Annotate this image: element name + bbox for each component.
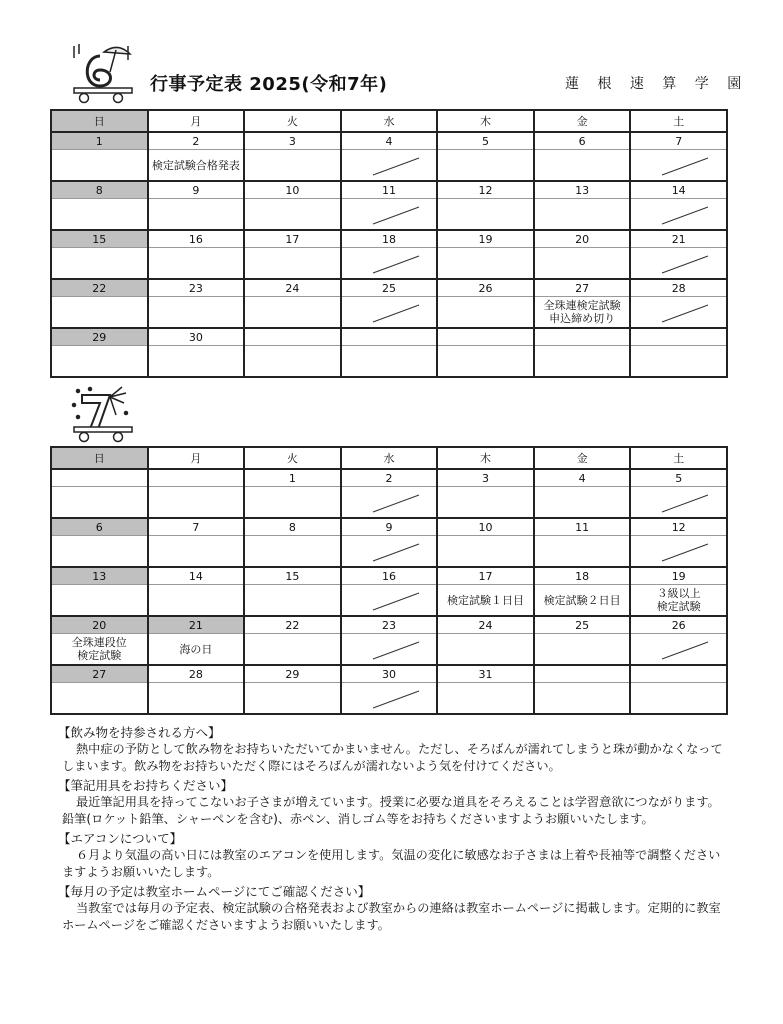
weekday-header: 火 bbox=[244, 110, 341, 132]
slash-mark bbox=[661, 156, 709, 176]
weekday-header: 月 bbox=[148, 447, 245, 469]
day-number: 8 bbox=[51, 181, 148, 199]
day-event bbox=[534, 683, 631, 715]
day-event bbox=[534, 199, 631, 231]
closed-day-slash bbox=[341, 199, 438, 231]
weekday-header: 金 bbox=[534, 447, 631, 469]
note-body: 熱中症の予防として飲み物をお持ちいただいてかまいません。ただし、そろばんが濡れてしまうと珠が動かなくなってしまいます。飲み物をお持ちいただく際にはそろばんが濡れないよう気を付けてください。 bbox=[62, 742, 723, 773]
day-event bbox=[51, 536, 148, 568]
day-event bbox=[534, 536, 631, 568]
closed-day-slash bbox=[630, 150, 727, 182]
day-event bbox=[341, 346, 438, 378]
day-number: 19 bbox=[630, 567, 727, 585]
weekday-header: 金 bbox=[534, 110, 631, 132]
day-event bbox=[437, 150, 534, 182]
day-number: 30 bbox=[148, 328, 245, 346]
day-number: 5 bbox=[630, 469, 727, 487]
note-homepage bbox=[58, 883, 730, 934]
day-event: ３級以上 検定試験 bbox=[630, 585, 727, 617]
day-event: 全珠連検定試験 申込締め切り bbox=[534, 297, 631, 329]
day-number: 8 bbox=[244, 518, 341, 536]
note-body: 当教室では毎月の予定表、検定試験の合格発表および教室からの連絡は教室ホームページに掲載します。定期的に教室ホームページをご確認くださいますようお願いいたします。 bbox=[62, 901, 721, 932]
closed-day-slash bbox=[341, 297, 438, 329]
day-number: 27 bbox=[51, 665, 148, 683]
day-event bbox=[534, 150, 631, 182]
day-number: 20 bbox=[534, 230, 631, 248]
day-number bbox=[630, 328, 727, 346]
notes-section bbox=[58, 724, 730, 936]
weekday-header: 土 bbox=[630, 447, 727, 469]
day-number: 31 bbox=[437, 665, 534, 683]
note-stationery bbox=[58, 777, 730, 828]
day-number: 1 bbox=[244, 469, 341, 487]
note-heading: 【毎月の予定は教室ホームページにてご確認ください】 bbox=[58, 884, 371, 899]
day-event bbox=[148, 248, 245, 280]
day-number bbox=[244, 328, 341, 346]
closed-day-slash bbox=[630, 634, 727, 666]
day-event bbox=[534, 634, 631, 666]
closed-day-slash bbox=[630, 199, 727, 231]
day-event bbox=[148, 487, 245, 519]
note-aircon bbox=[58, 830, 730, 881]
closed-day-slash bbox=[341, 150, 438, 182]
weekday-header: 日 bbox=[51, 110, 148, 132]
day-event: 検定試験合格発表 bbox=[148, 150, 245, 182]
closed-day-slash bbox=[630, 248, 727, 280]
june-logo-icon bbox=[70, 42, 136, 106]
day-event bbox=[148, 683, 245, 715]
slash-mark bbox=[661, 205, 709, 225]
day-number: 29 bbox=[51, 328, 148, 346]
weekday-header: 水 bbox=[341, 447, 438, 469]
day-event bbox=[437, 536, 534, 568]
day-number: 14 bbox=[148, 567, 245, 585]
day-number: 26 bbox=[437, 279, 534, 297]
weekday-header: 木 bbox=[437, 447, 534, 469]
day-number: 12 bbox=[437, 181, 534, 199]
weekday-header: 土 bbox=[630, 110, 727, 132]
day-event bbox=[51, 150, 148, 182]
day-event bbox=[437, 487, 534, 519]
day-number: 18 bbox=[534, 567, 631, 585]
day-number: 25 bbox=[341, 279, 438, 297]
day-event bbox=[51, 297, 148, 329]
slash-mark bbox=[372, 591, 420, 611]
day-event bbox=[51, 585, 148, 617]
day-number: 22 bbox=[51, 279, 148, 297]
day-event bbox=[51, 199, 148, 231]
slash-mark bbox=[661, 493, 709, 513]
day-number: 15 bbox=[244, 567, 341, 585]
day-event bbox=[148, 297, 245, 329]
july-calendar bbox=[50, 446, 728, 715]
day-number: 3 bbox=[437, 469, 534, 487]
day-number: 21 bbox=[630, 230, 727, 248]
day-event bbox=[244, 536, 341, 568]
slash-mark bbox=[661, 254, 709, 274]
day-number: 18 bbox=[341, 230, 438, 248]
day-event bbox=[244, 634, 341, 666]
day-event: 検定試験１日目 bbox=[437, 585, 534, 617]
closed-day-slash bbox=[341, 248, 438, 280]
day-number: 10 bbox=[244, 181, 341, 199]
day-event bbox=[630, 346, 727, 378]
day-number: 15 bbox=[51, 230, 148, 248]
day-number: 22 bbox=[244, 616, 341, 634]
weekday-header: 火 bbox=[244, 447, 341, 469]
day-number: 23 bbox=[341, 616, 438, 634]
closed-day-slash bbox=[341, 683, 438, 715]
day-event bbox=[244, 487, 341, 519]
slash-mark bbox=[661, 640, 709, 660]
slash-mark bbox=[372, 493, 420, 513]
day-event bbox=[244, 150, 341, 182]
day-number: 16 bbox=[148, 230, 245, 248]
day-number: 11 bbox=[534, 518, 631, 536]
day-number: 12 bbox=[630, 518, 727, 536]
day-number: 30 bbox=[341, 665, 438, 683]
day-number: 28 bbox=[630, 279, 727, 297]
day-number: 23 bbox=[148, 279, 245, 297]
day-number: 9 bbox=[341, 518, 438, 536]
closed-day-slash bbox=[630, 536, 727, 568]
slash-mark bbox=[372, 303, 420, 323]
july-logo-icon bbox=[70, 385, 136, 445]
day-number: 24 bbox=[437, 616, 534, 634]
day-event bbox=[244, 248, 341, 280]
day-number: 5 bbox=[437, 132, 534, 150]
day-number bbox=[341, 328, 438, 346]
day-number: 4 bbox=[534, 469, 631, 487]
day-number bbox=[51, 469, 148, 487]
closed-day-slash bbox=[341, 487, 438, 519]
day-event bbox=[148, 346, 245, 378]
slash-mark bbox=[372, 156, 420, 176]
day-number: 2 bbox=[341, 469, 438, 487]
slash-mark bbox=[372, 205, 420, 225]
day-event bbox=[437, 683, 534, 715]
day-event bbox=[534, 487, 631, 519]
day-number bbox=[437, 328, 534, 346]
day-event bbox=[437, 634, 534, 666]
day-number: 6 bbox=[51, 518, 148, 536]
note-heading: 【エアコンについて】 bbox=[58, 831, 183, 846]
day-number: 24 bbox=[244, 279, 341, 297]
day-event bbox=[534, 248, 631, 280]
day-event bbox=[51, 346, 148, 378]
day-event bbox=[244, 297, 341, 329]
day-number: 7 bbox=[630, 132, 727, 150]
day-number bbox=[534, 665, 631, 683]
closed-day-slash bbox=[341, 585, 438, 617]
day-event bbox=[630, 683, 727, 715]
day-event bbox=[148, 536, 245, 568]
day-number: 10 bbox=[437, 518, 534, 536]
page-title: 行事予定表 2025(令和7年) bbox=[150, 74, 388, 95]
day-number: 26 bbox=[630, 616, 727, 634]
day-number bbox=[148, 469, 245, 487]
day-number: 21 bbox=[148, 616, 245, 634]
note-body: ６月より気温の高い日には教室のエアコンを使用します。気温の変化に敏感なお子さまは上着や長袖等で調整くださいますようお願いいたします。 bbox=[62, 848, 721, 879]
day-event bbox=[244, 346, 341, 378]
day-event bbox=[437, 248, 534, 280]
weekday-header: 日 bbox=[51, 447, 148, 469]
day-number: 3 bbox=[244, 132, 341, 150]
closed-day-slash bbox=[341, 634, 438, 666]
day-event bbox=[534, 346, 631, 378]
day-number: 4 bbox=[341, 132, 438, 150]
day-number: 7 bbox=[148, 518, 245, 536]
day-event bbox=[148, 199, 245, 231]
day-number: 16 bbox=[341, 567, 438, 585]
note-heading: 【飲み物を持参される方へ】 bbox=[58, 725, 221, 740]
day-event bbox=[148, 585, 245, 617]
day-event: 全珠連段位 検定試験 bbox=[51, 634, 148, 666]
slash-mark bbox=[372, 254, 420, 274]
slash-mark bbox=[372, 542, 420, 562]
day-number: 13 bbox=[51, 567, 148, 585]
day-number: 25 bbox=[534, 616, 631, 634]
day-number bbox=[630, 665, 727, 683]
closed-day-slash bbox=[630, 487, 727, 519]
day-number: 14 bbox=[630, 181, 727, 199]
day-number: 19 bbox=[437, 230, 534, 248]
day-event bbox=[437, 297, 534, 329]
day-number: 20 bbox=[51, 616, 148, 634]
day-event bbox=[51, 683, 148, 715]
note-body: 最近筆記用具を持ってこないお子さまが増えています。授業に必要な道具をそろえることは学習意欲につながります。鉛筆(ロケット鉛筆、シャーペンを含む)、赤ペン、消しゴム等をお持ちくださいますようお願いいたします。 bbox=[62, 795, 720, 826]
weekday-header: 月 bbox=[148, 110, 245, 132]
day-event: 海の日 bbox=[148, 634, 245, 666]
day-number: 2 bbox=[148, 132, 245, 150]
day-event bbox=[244, 199, 341, 231]
day-event bbox=[244, 683, 341, 715]
day-number: 6 bbox=[534, 132, 631, 150]
day-number: 1 bbox=[51, 132, 148, 150]
day-event bbox=[51, 487, 148, 519]
day-event bbox=[51, 248, 148, 280]
day-event bbox=[437, 199, 534, 231]
day-event: 検定試験２日目 bbox=[534, 585, 631, 617]
day-number: 11 bbox=[341, 181, 438, 199]
day-number: 17 bbox=[244, 230, 341, 248]
june-calendar bbox=[50, 109, 728, 378]
day-event bbox=[244, 585, 341, 617]
slash-mark bbox=[661, 542, 709, 562]
day-number: 9 bbox=[148, 181, 245, 199]
slash-mark bbox=[372, 689, 420, 709]
school-name: 蓮 根 速 算 学 園 bbox=[565, 76, 749, 92]
weekday-header: 木 bbox=[437, 110, 534, 132]
weekday-header: 水 bbox=[341, 110, 438, 132]
closed-day-slash bbox=[630, 297, 727, 329]
day-number: 27 bbox=[534, 279, 631, 297]
note-drinks bbox=[58, 724, 730, 775]
slash-mark bbox=[372, 640, 420, 660]
closed-day-slash bbox=[341, 536, 438, 568]
day-number: 17 bbox=[437, 567, 534, 585]
day-number: 29 bbox=[244, 665, 341, 683]
day-number bbox=[534, 328, 631, 346]
day-event bbox=[437, 346, 534, 378]
day-number: 13 bbox=[534, 181, 631, 199]
note-heading: 【筆記用具をお持ちください】 bbox=[58, 778, 234, 793]
day-number: 28 bbox=[148, 665, 245, 683]
slash-mark bbox=[661, 303, 709, 323]
